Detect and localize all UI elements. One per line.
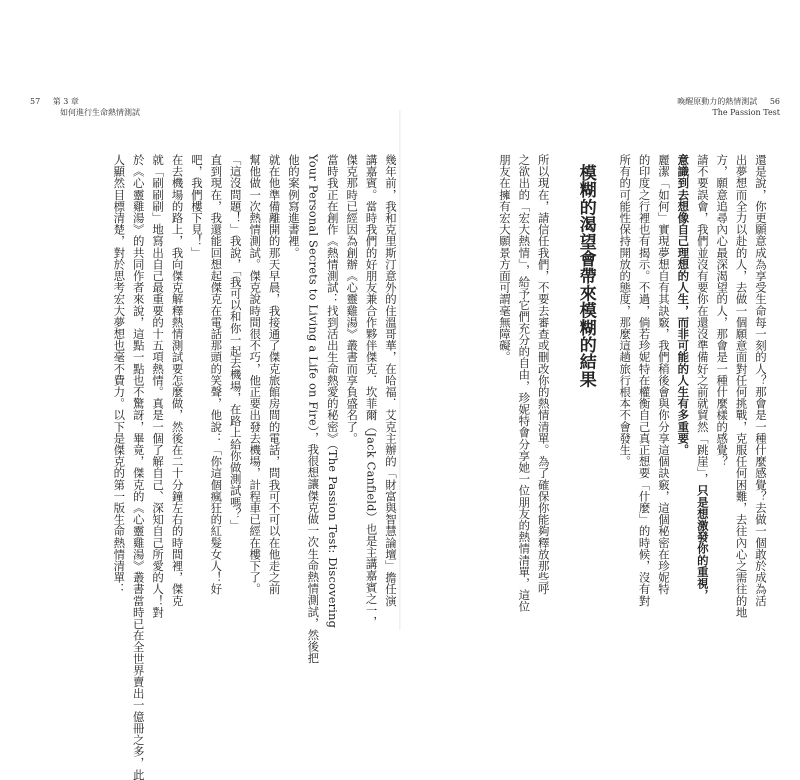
body-line: 朋友在擁有宏大願景方面可謂毫無障礙。: [497, 154, 512, 363]
body-line: 麗潔「如何」實現夢想自有其訣竅，我們稍後會與你分享這個訣竅，這個秘密在珍妮特: [656, 154, 671, 595]
body-line: 還是說，你更願意成為享受生命每一刻的人？那會是一種什麼感覺？去做一個敢於成為活: [754, 154, 768, 607]
body-line: 直到現在，我還能回想起傑克在電話那頭的笑聲，他說：「你這個瘋狂的紅髮女人！好: [209, 154, 224, 595]
body-line: 就「刷刷刷」地寫出自己最重要的十五項熱情。真是一個了解自己、深知自己所愛的人！對: [151, 154, 166, 618]
book-gutter: [399, 110, 401, 630]
body-line: 吧，我們樓下見！」: [189, 154, 204, 259]
right-running-header: [677, 96, 780, 118]
body-line: 當時我正在創作《熱情測試：找到活出生命熱愛的秘密》（The Passion Test: Discovering: [325, 154, 340, 629]
body-line: [692, 154, 711, 624]
left-page-number: 57: [30, 97, 41, 106]
body-line: 所以現在，請信任我們，不要去審查或刪改你的熱情清單。為了確保你能夠釋放那些呼: [536, 154, 551, 595]
chapter-label: 第 3 章: [52, 97, 79, 106]
left-page: [30, 96, 400, 780]
body-line: 幾年前，我和克里斯汀意外的住溫哥華，在哈福．艾克主辦的「財富與智慧論壇」擔任演: [384, 154, 398, 607]
right-page: [410, 96, 780, 656]
right-body-text: [495, 154, 770, 624]
section-heading: 模糊的渴望會帶來模糊的結果: [575, 164, 596, 388]
body-line: 傑克那時已經因為創辦《心靈雞湯》叢書而享負盛名了。: [345, 154, 360, 444]
body-line: 出夢想而全力以赴的人，去做一個願意面對任何挑戰，克服任何困難，去往內心之需往的地: [734, 154, 749, 618]
body-line: 幫他做一次熱情測試。傑克說時間很不巧，他正要出發去機場，計程車已經在樓下了。: [248, 154, 263, 595]
body-line: 方，願意追尋內心最深渴望的人，那會是一種什麼樣的感覺？: [715, 154, 730, 468]
left-running-header: [30, 96, 140, 118]
left-body-text: [109, 154, 400, 780]
body-line: 「這沒問題！」我說，「我可以和你一起去機場，在路上給你做測試嗎？」: [228, 154, 243, 532]
body-line: 他的案例寫進書裡。: [286, 154, 301, 259]
body-line: 於《心靈雞湯》的共同作者來說，這點一點也不驚訝，畢竟，傑克的《心靈雞湯》叢書當時已在全世界賣出一億冊之多，此: [131, 154, 146, 780]
body-line-start: 請不要誤會，我們並沒有要你在還沒準備好之前就貿然「跳崖」，: [695, 154, 710, 485]
book-title: 喚醒原動力的熱情測試: [677, 97, 758, 106]
body-line: 講嘉賓。當時我們的好朋友兼合作夥伴傑克．坎菲爾（Jack Canfield）也是主講嘉賓之一，: [364, 154, 379, 628]
body-line: 人顯然目標清楚，對於思考宏大夢想也毫不費力。以下是傑克的第一版生命熱情清單：: [112, 154, 127, 595]
book-english-title: The Passion Test: [712, 108, 780, 117]
body-line: 的印度之行裡也有揭示。不過，倘若珍妮特在權衡自己真正想要「什麼」的時候，沒有對: [637, 154, 652, 607]
right-page-number: 56: [769, 97, 780, 106]
body-line: 在去機場的路上，我向傑克解釋熱情測試要怎麼做，然後在二十分鐘左右的時間裡，傑克: [170, 154, 185, 607]
body-line: 就在他準備離開的那天早晨，我接通了傑克旅館房間的電話，問我可不可以在他走之前: [267, 154, 282, 595]
body-line: 之欲出的「宏大熱情」，給予它們充分的自由，珍妮特會分享她一位朋友的熱情清單，這位: [517, 154, 532, 613]
body-line: Your Personal Secrets to Living a Life on Fire），我很想讓傑克做一次生命熱情測試，然後把: [306, 154, 321, 664]
body-line: 所有的可能性保持開放的態度，那麼這趟旅行根本不會發生。: [618, 154, 633, 468]
chapter-subtitle: 如何進行生命熱情測試: [60, 108, 140, 117]
emphasis-line: 意識到去想像自己理想的人生，而非可能的人生有多重要。: [676, 154, 691, 456]
emphasis-text: 只是想激發你的重視，: [695, 484, 710, 601]
